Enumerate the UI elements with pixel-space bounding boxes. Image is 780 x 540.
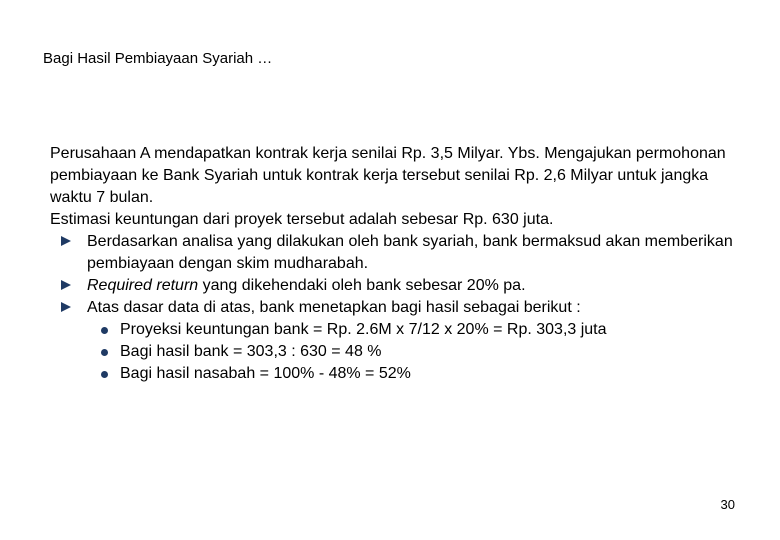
sub-bullet-text: Bagi hasil nasabah = 100% - 48% = 52% <box>120 365 411 382</box>
triangle-bullet-icon <box>61 302 71 312</box>
slide-title: Bagi Hasil Pembiayaan Syariah … <box>43 50 273 67</box>
page-number: 30 <box>720 497 735 512</box>
paragraph-profit-estimate: Estimasi keuntungan dari proyek tersebut adalah sebesar Rp. 630 juta. <box>50 211 554 228</box>
triangle-bullet-icon <box>61 236 71 246</box>
dot-bullet-icon <box>101 327 108 334</box>
sub-bullet-text: Bagi hasil bank = 303,3 : 630 = 48 % <box>120 343 382 360</box>
bullet-list <box>50 231 740 385</box>
list-item <box>87 363 740 385</box>
list-item <box>87 319 740 341</box>
dot-bullet-icon <box>101 349 108 356</box>
list-item <box>87 341 740 363</box>
bullet-text: Berdasarkan analisa yang dilakukan oleh bank syariah, bank bermaksud akan memberikan pembiayaan dengan skim mudharabah. <box>87 233 733 272</box>
bullet-text: Atas dasar data di atas, bank menetapkan bagi hasil sebagai berikut : <box>87 299 581 316</box>
paragraph-contract: Perusahaan A mendapatkan kontrak kerja senilai Rp. 3,5 Milyar. Ybs. Mengajukan permohonan pembiayaan ke Bank Syariah untuk kontrak kerja tersebut senilai Rp. 2,6 Milyar untuk jangka waktu 7 bulan. <box>50 145 726 206</box>
list-item <box>50 297 740 385</box>
sub-bullet-text: Proyeksi keuntungan bank = Rp. 2.6M x 7/12 x 20% = Rp. 303,3 juta <box>120 321 607 338</box>
slide-content <box>50 143 740 385</box>
bullet-text: yang dikehendaki oleh bank sebesar 20% pa. <box>198 277 526 294</box>
bullet-italic-text: Required return <box>87 277 199 294</box>
list-item <box>50 231 740 275</box>
dot-bullet-icon <box>101 371 108 378</box>
list-item <box>50 275 740 297</box>
sub-bullet-list <box>87 319 740 385</box>
triangle-bullet-icon <box>61 280 71 290</box>
